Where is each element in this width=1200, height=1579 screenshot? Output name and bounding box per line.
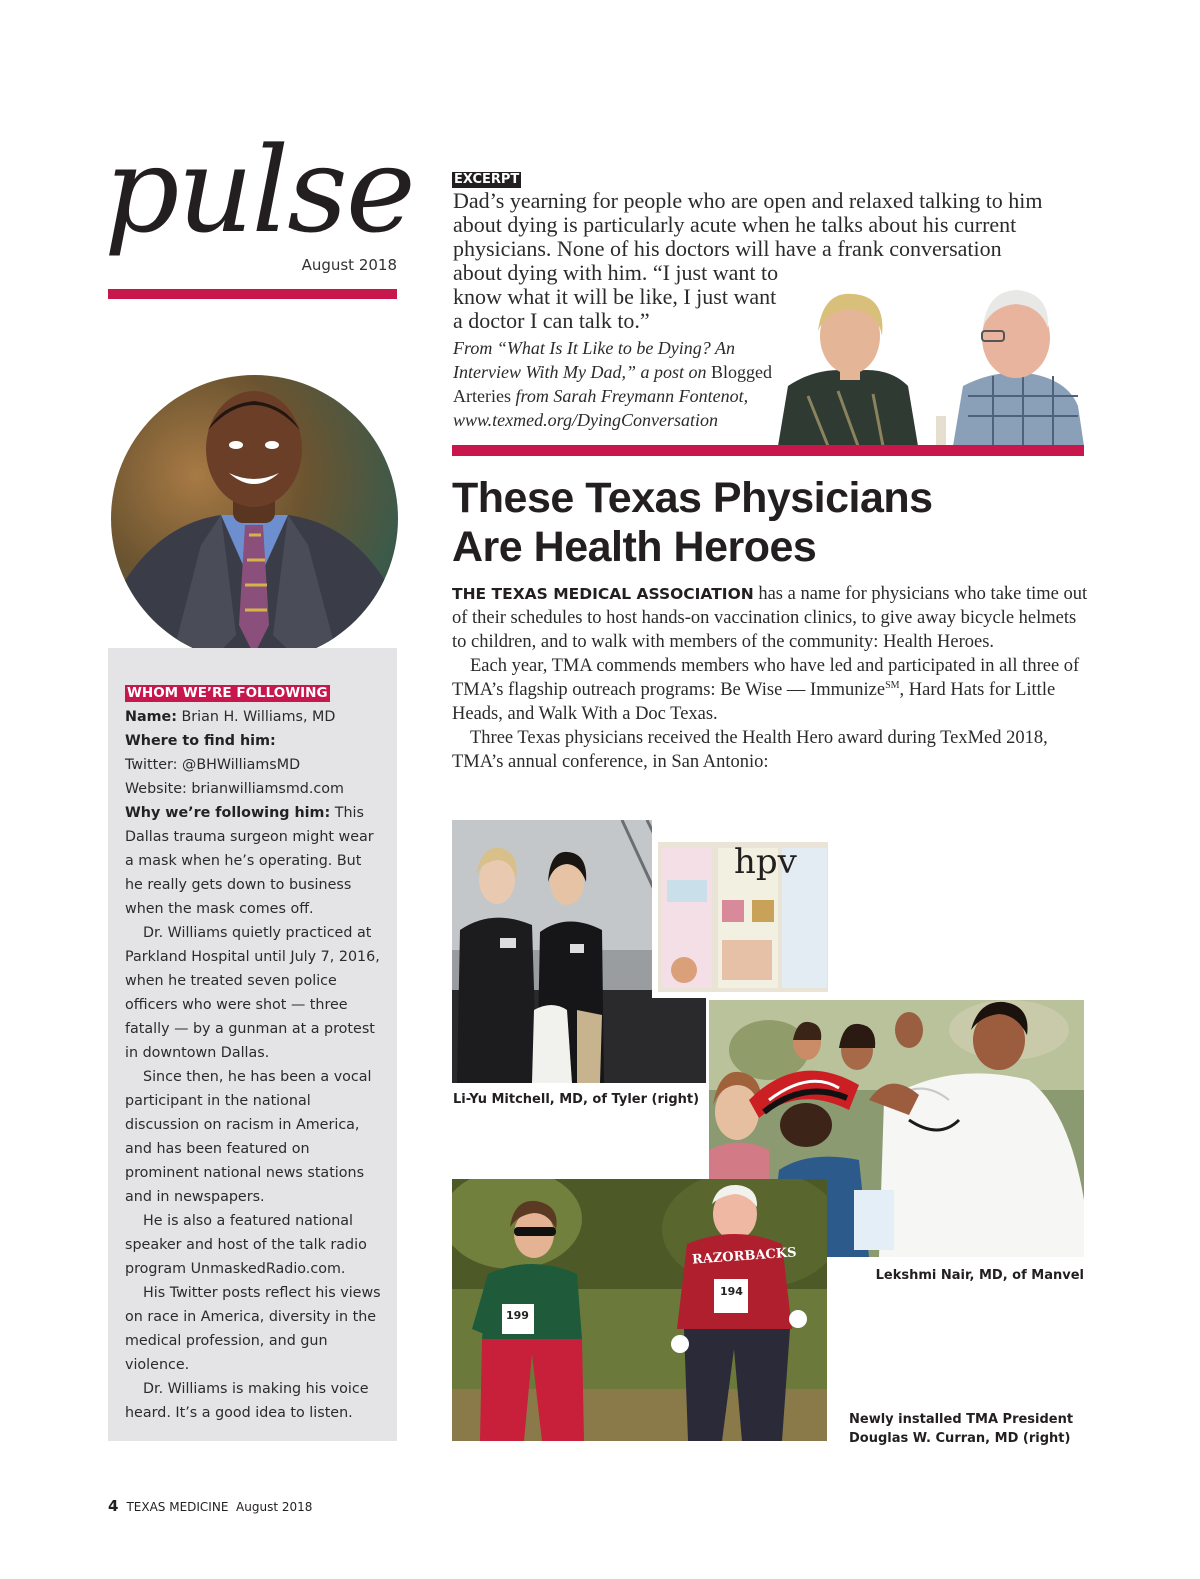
- caption-line: Douglas W. Curran, MD (right): [849, 1431, 1071, 1446]
- twitter-handle: Twitter: @BHWilliamsMD: [125, 757, 301, 773]
- headline-line: Are Health Heroes: [452, 523, 817, 571]
- why-label: Why we’re following him:: [125, 805, 331, 821]
- cite-url: www.texmed.org/DyingConversation: [453, 410, 718, 430]
- excerpt-line: know what it will be like, I just want: [453, 284, 777, 309]
- body-text: , Hard Hats for Little Heads, and Walk With a Doc Texas.: [452, 680, 1056, 724]
- poster-title: hpv: [734, 842, 797, 882]
- photo-caption: Li-Yu Mitchell, MD, of Tyler (right): [453, 1092, 700, 1107]
- sidebar-paragraph: His Twitter posts reflect his views on race in America, diversity in the medical profession, and gun violence.: [125, 1285, 381, 1373]
- excerpt-line: physicians. None of his doctors will have a frank conversation: [453, 236, 1002, 261]
- excerpt-line: Dad’s yearning for people who are open and relaxed talking to him: [453, 188, 1043, 213]
- cite-blog-name: Arteries: [453, 386, 511, 406]
- body-text: Each year, TMA commends members who have led and participated in all three of TMA’s flagship outreach programs: Be Wise — Immunize: [452, 656, 1080, 700]
- bib-number: 199: [506, 1309, 529, 1322]
- body-paragraph: Three Texas physicians received the Health Hero award during TexMed 2018, TMA’s annual conference, in San Antonio:: [452, 728, 1048, 772]
- section-rule: [108, 289, 397, 299]
- page-number: 4: [108, 1497, 119, 1515]
- headline-line: These Texas Physicians: [452, 474, 933, 522]
- cite-line: From “What Is It Like to be Dying? An: [453, 338, 735, 358]
- where-label: Where to find him:: [125, 733, 276, 749]
- excerpt-line: about dying with him. “I just want to: [453, 260, 779, 285]
- section-title: pulse: [104, 121, 414, 259]
- cite-line: Interview With My Dad,” a post on: [453, 362, 707, 382]
- sidebar-paragraph: Since then, he has been a vocal participant in the national discussion on racism in America, and has been featured on prominent national news stations and in newspapers.: [125, 1069, 372, 1205]
- body-paragraph: [452, 582, 1092, 654]
- why-text: This Dallas trauma surgeon might wear a mask when he’s operating. But he really gets down to business when the mask comes off.: [125, 805, 374, 917]
- article-headline: [452, 474, 1092, 572]
- sidebar-paragraph: Dr. Williams quietly practiced at Parkland Hospital until July 7, 2016, when he treated seven police officers who were shot — three fatally — by a gunman at a protest in downtown Dallas.: [125, 925, 380, 1061]
- publication-name: TEXAS MEDICINE: [126, 1500, 229, 1514]
- excerpt-rule: [452, 445, 1084, 456]
- caption-line: Newly installed TMA President: [849, 1412, 1074, 1427]
- excerpt-photo: [778, 276, 1084, 446]
- excerpt-line: a doctor I can talk to.”: [453, 308, 650, 333]
- portrait-brian-williams: [111, 375, 398, 662]
- photo-caption: [849, 1410, 1089, 1448]
- cite-blog-name: Blogged: [706, 362, 772, 382]
- photo-hpv-poster: [652, 820, 833, 998]
- article-body: [452, 582, 1092, 774]
- name-line: [125, 705, 381, 729]
- page-footer: [108, 1497, 312, 1515]
- bib-number: 194: [720, 1285, 743, 1298]
- sidebar-paragraph: He is also a featured national speaker and host of the talk radio program UnmaskedRadio.com.: [125, 1213, 367, 1277]
- name-value: Brian H. Williams, MD: [181, 709, 336, 725]
- shirt-text: RAZORBACKS: [691, 1245, 798, 1268]
- sidebar-tag: WHOM WE’RE FOLLOWING: [127, 685, 328, 701]
- excerpt-tag: EXCERPT: [454, 172, 520, 187]
- sidebar-paragraph: Dr. Williams is making his voice heard. It’s a good idea to listen.: [125, 1381, 369, 1421]
- service-mark: SM: [885, 679, 900, 691]
- website-link: Website: brianwilliamsmd.com: [125, 781, 344, 797]
- lead-in: THE TEXAS MEDICAL ASSOCIATION: [452, 585, 754, 603]
- cite-line: from Sarah Freymann Fontenot,: [510, 386, 749, 406]
- why-paragraph: [125, 801, 381, 921]
- excerpt-line: about dying is particularly acute when he talks about his current: [453, 212, 1017, 237]
- body-text: has a name for physicians who take time out of their schedules to host hands-on vaccination clinics, to give away bicycle helmets to children, and to walk with members of the community: Health Heroes.: [452, 584, 1088, 652]
- whom-we-follow-sidebar: [108, 648, 397, 1441]
- photo-caption: Lekshmi Nair, MD, of Manvel: [875, 1268, 1084, 1283]
- excerpt-citation: [453, 336, 803, 432]
- photo-walk-with-a-doc: [452, 1179, 827, 1441]
- name-label: Name:: [125, 709, 177, 725]
- issue-date: August 2018: [301, 256, 397, 274]
- body-paragraph: [452, 654, 1092, 726]
- footer-issue: August 2018: [236, 1500, 313, 1514]
